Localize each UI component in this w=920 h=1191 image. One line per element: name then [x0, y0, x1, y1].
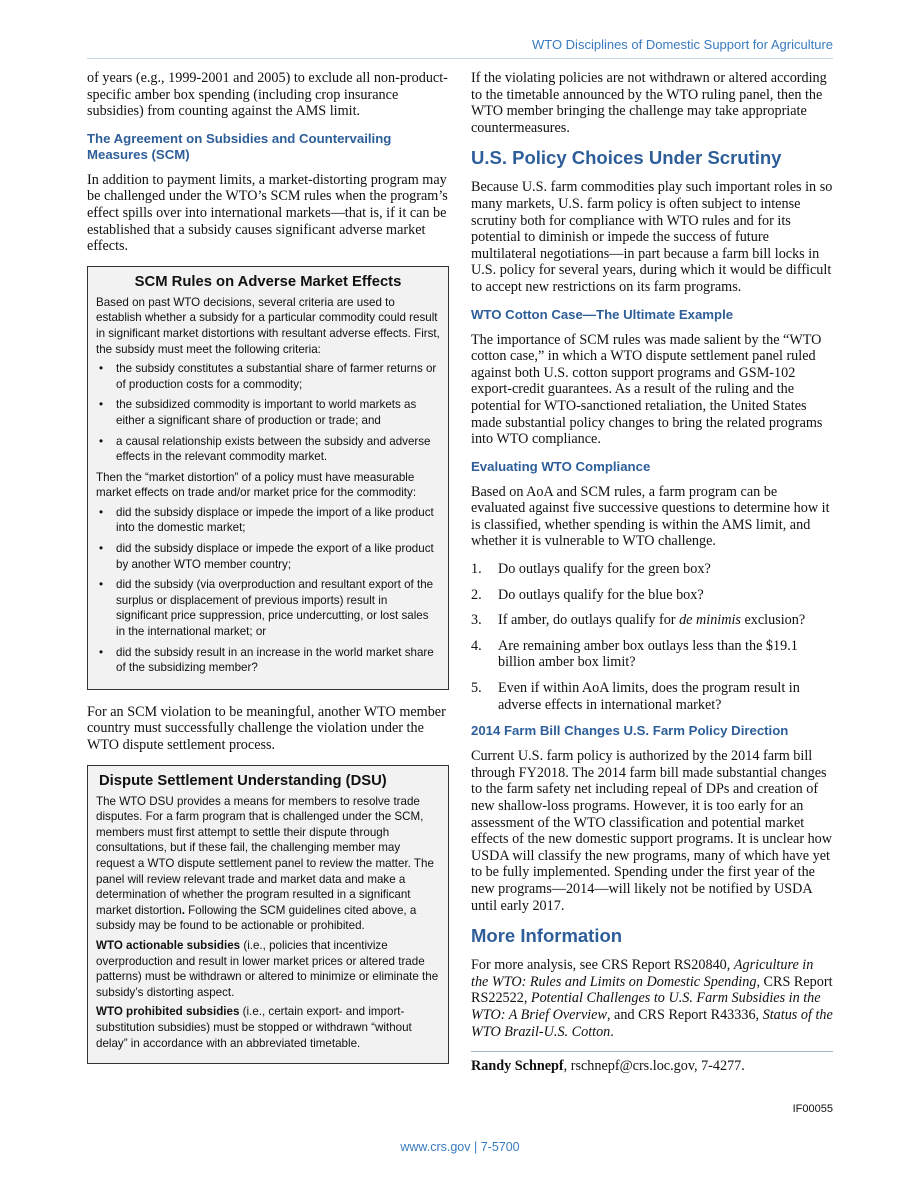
running-header: WTO Disciplines of Domestic Support for Agriculture [531, 37, 833, 52]
question-text: Do outlays qualify for the blue box? [498, 586, 704, 603]
more-text-c: , and CRS Report R43336, [606, 1006, 763, 1023]
farm-bill-heading: 2014 Farm Bill Changes U.S. Farm Policy Direction [471, 723, 789, 739]
question-text: Even if within AoA limits, does the program result in adverse effects in international market? [498, 680, 800, 713]
more-text-a: For more analysis, see CRS Report RS20840, [471, 957, 734, 974]
prohibited-text: (i.e., certain export- and import-substitution subsidies) must be stopped or withdrawn “without delay” in accordance with an abbreviated timetable. [96, 1005, 412, 1050]
dsu-box [87, 765, 449, 1065]
list-item: • the subsidized commodity is important to world markets as either a significant share of production or trade; and [96, 397, 440, 428]
criteria-list [96, 361, 440, 465]
dsu-text-a: The WTO DSU provides a means for members to resolve trade disputes. For a farm program that is challenged under the SCM, members must first attempt to settle their dispute through consultations, but if these fail, the challenging member may request a WTO dispute settlement panel to review the matter. The panel will review relevant trade and market data and make a determination of whether the program resulted in a significant market distortion [96, 794, 434, 917]
scm-heading: The Agreement on Subsidies and Countervailing Measures (SCM) [87, 130, 392, 162]
more-text-b: , CRS Report RS22522, [471, 973, 833, 1007]
effects-list [96, 505, 440, 676]
question-text-b: exclusion? [740, 612, 806, 629]
dsu-box-title: Dispute Settlement Understanding (DSU) [99, 772, 387, 789]
question-text: Do outlays qualify for the green box? [498, 561, 711, 578]
dsu-text-b: Following the SCM guidelines cited above, a subsidy may be found to be actionable or prohibited. [96, 903, 417, 933]
questions-list [471, 561, 833, 713]
list-item: • did the subsidy (via overproduction and resultant export of the surplus or displacement of previous imports) result in significant price suppression, price undercutting, or lost sales in the international market; or [96, 577, 440, 639]
prohibited-paragraph [96, 1004, 440, 1051]
author-contact: , rschnepf@crs.loc.gov, 7-4277. [563, 1058, 745, 1075]
scm-rules-box-title: SCM Rules on Adverse Market Effects [134, 273, 402, 290]
question-number: 4. [471, 637, 482, 654]
right-column [471, 70, 833, 1075]
list-item: • did the subsidy displace or impede the export of a like product by another WTO member country; [96, 541, 440, 572]
prohibited-label: WTO prohibited subsidies [96, 1005, 240, 1019]
list-item [471, 612, 833, 629]
dsu-paragraph [96, 794, 440, 934]
more-text-d: . [610, 1023, 614, 1040]
report-title-1: Agriculture in the WTO: Rules and Limits on Domestic Spending [471, 957, 814, 990]
more-information-paragraph [471, 957, 833, 1040]
evaluating-heading: Evaluating WTO Compliance [471, 458, 651, 474]
report-title-3: Status of the WTO Brazil-U.S. Cotton [471, 1006, 833, 1040]
report-title-2: Potential Challenges to U.S. Farm Subsidies in the WTO: A Brief Overview [471, 990, 821, 1023]
evaluating-paragraph: Based on AoA and SCM rules, a farm program can be evaluated against five successive questions to determine how it is classified, whether spending is within the AMS limit, and whether it is vulnerable to WTO challenge. [471, 483, 830, 550]
question-text-a: If amber, do outlays qualify for [498, 612, 680, 629]
question-number: 1. [471, 561, 482, 578]
author-line [471, 1051, 833, 1075]
question-number: 5. [471, 680, 482, 697]
question-text-italic: de minimis [679, 612, 741, 629]
footer: www.crs.gov | 7-5700 [400, 1140, 520, 1154]
violation-paragraph: For an SCM violation to be meaningful, another WTO member country must successfully challenge the violation under the WTO dispute settlement process. [87, 703, 446, 753]
more-information-heading: More Information [471, 925, 623, 947]
question-text: Are remaining amber box outlays less than the $19.1 billion amber box limit? [498, 637, 798, 671]
list-item: • the subsidy constitutes a substantial share of farmer returns or of production costs for a commodity; [96, 361, 440, 392]
document-code: IF00055 [792, 1103, 833, 1115]
list-item [471, 561, 833, 578]
actionable-paragraph [96, 938, 440, 1000]
question-number: 3. [471, 612, 482, 629]
actionable-text: (i.e., policies that incentivize overproduction and result in lower market prices or altered trade patterns) must be withdrawn or altered to minimize or eliminate the subsidy’s distorting aspect. [96, 938, 439, 999]
list-item [471, 638, 833, 671]
farm-bill-paragraph: Current U.S. farm policy is authorized by the 2014 farm bill through FY2018. The 2014 farm bill made substantial changes to the farm safety net including repeal of DPs and creation of new shallow-loss programs. However, it is too early for an assessment of the WTO classification and potential market effects of the new domestic support programs. It is unclear how USDA will classify the new programs, many of which have yet to be fully implemented. Spending under the first year of the new programs—2014—will likely not be notified by USDA until early 2017. [471, 748, 833, 914]
list-item [471, 680, 833, 713]
left-column [87, 70, 449, 1078]
list-item: • did the subsidy result in an increase in the world market share of the subsidizing member? [96, 645, 440, 676]
policy-paragraph: Because U.S. farm commodities play such important roles in so many markets, U.S. farm policy is often subject to intense scrutiny both for compliance with WTO rules and for its potential to diminish or impede the success of future multilateral negotiations—in part because a farm bill locks in U.S. policy for several years, during which it would be difficult to accept new restrictions on its farm programs. [471, 179, 833, 295]
actionable-label: WTO actionable subsidies [96, 938, 241, 952]
market-distortion-paragraph: Then the “market distortion” of a policy must have measurable market effects on trade and/or market price for the commodity: [96, 470, 417, 500]
scm-paragraph: In addition to payment limits, a market-distorting program may be challenged under the WTO’s SCM rules when the program’s effect spills over into international markets—that is, if it can be established that a subsidy causes significant adverse market effects. [87, 171, 448, 255]
left-intro-paragraph: of years (e.g., 1999-2001 and 2005) to exclude all non-product-specific amber box spending (including crop insurance subsidies) from counting against the AMS limit. [87, 70, 448, 120]
scm-rules-intro: Based on past WTO decisions, several criteria are used to establish whether a subsidy for a particular commodity could result in significant market distortions with resultant adverse effects. First, the subsidy must meet the following criteria: [96, 295, 440, 356]
list-item: • did the subsidy displace or impede the import of a like product into the domestic market; [96, 505, 440, 536]
list-item: • a causal relationship exists between the subsidy and adverse effects in the relevant commodity market. [96, 434, 440, 465]
policy-heading: U.S. Policy Choices Under Scrutiny [471, 147, 782, 169]
author-name: Randy Schnepf [471, 1058, 564, 1075]
cotton-paragraph: The importance of SCM rules was made salient by the “WTO cotton case,” in which a WTO dispute settlement panel ruled against both U.S. cotton support programs and GSM-102 export-credit guarantees. As a result of the ruling and the potential for WTO-sanctioned retaliation, the United States made substantial policy changes to bring the related programs into WTO compliance. [471, 331, 823, 448]
scm-rules-box [87, 266, 449, 690]
right-intro-paragraph: If the violating policies are not withdrawn or altered according to the timetable announced by the WTO ruling panel, then the WTO member bringing the challenge may take appropriate countermeasures. [471, 70, 827, 136]
cotton-heading: WTO Cotton Case—The Ultimate Example [471, 306, 734, 322]
question-number: 2. [471, 586, 482, 603]
dsu-period: . [181, 903, 185, 917]
list-item [471, 587, 833, 604]
header-rule [87, 58, 833, 59]
